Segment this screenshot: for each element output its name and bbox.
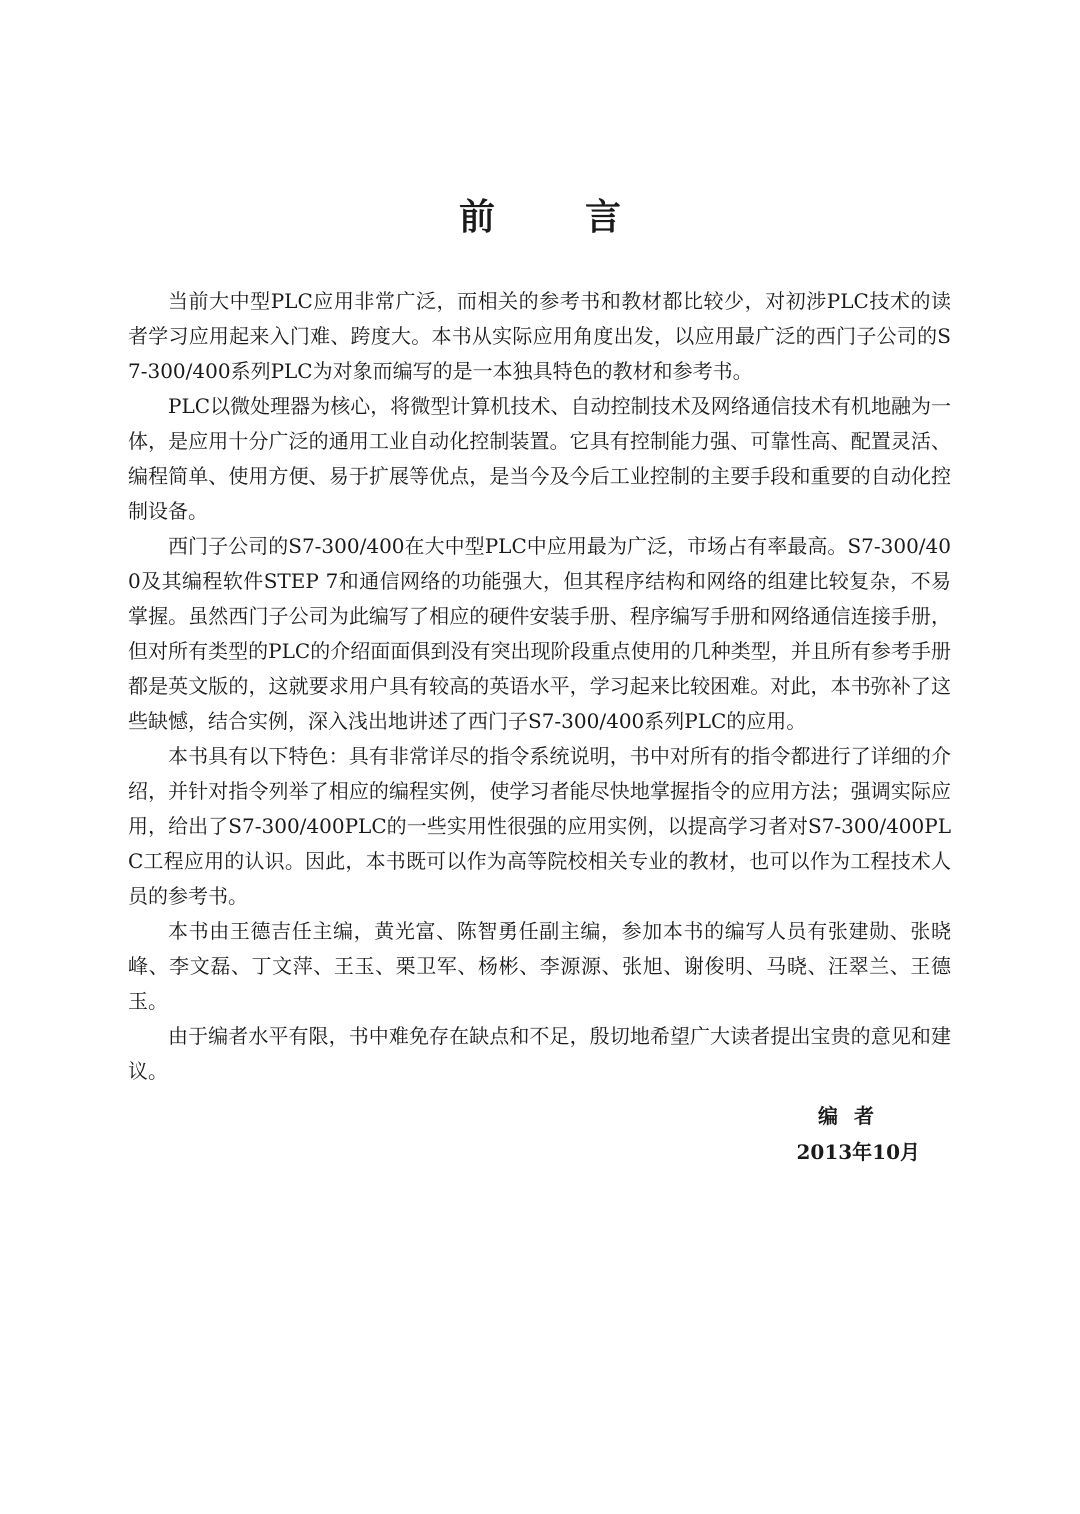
paragraph-6: 由于编者水平有限，书中难免存在缺点和不足，殷切地希望广大读者提出宝贵的意见和建议。 [128, 1024, 951, 1083]
signature-date: 2013年10月 [796, 1140, 920, 1164]
paragraph-2: PLC以微处理器为核心，将微型计算机技术、自动控制技术及网络通信技术有机地融为一体，是应用十分广泛的通用工业自动化控制装置。它具有控制能力强、可靠性高、配置灵活、编程简单、使用方便、易于扩展等优点，是当今及今后工业控制的主要手段和重要的自动化控制设备。 [128, 394, 951, 523]
preface-body [128, 284, 951, 1089]
paragraph-4: 本书具有以下特色：具有非常详尽的指令系统说明，书中对所有的指令都进行了详细的介绍，并针对指令列举了相应的编程实例，使学习者能尽快地掌握指令的应用方法；强调实际应用，给出了S7-300/400PLC的一些实用性很强的应用实例，以提高学习者对S7-300/400PLC工程应用的认识。因此，本书既可以作为高等院校相关专业的教材，也可以作为工程技术人员的参考书。 [128, 744, 951, 908]
page-title: 前言 [458, 196, 711, 238]
paragraph-5: 本书由王德吉任主编，黄光富、陈智勇任副主编，参加本书的编写人员有张建勋、张晓峰、李文磊、丁文萍、王玉、栗卫军、杨彬、李源源、张旭、谢俊明、马晓、汪翠兰、王德玉。 [128, 919, 951, 1013]
paragraph-1: 当前大中型PLC应用非常广泛，而相关的参考书和教材都比较少，对初涉PLC技术的读者学习应用起来入门难、跨度大。本书从实际应用角度出发，以应用最广泛的西门子公司的S7-300/400系列PLC为对象而编写的是一本独具特色的教材和参考书。 [128, 289, 951, 383]
signature-author: 编者 [818, 1104, 890, 1128]
paragraph-3: 西门子公司的S7-300/400在大中型PLC中应用最为广泛，市场占有率最高。S7-300/400及其编程软件STEP 7和通信网络的功能强大，但其程序结构和网络的组建比较复杂，不易掌握。虽然西门子公司为此编写了相应的硬件安装手册、程序编写手册和网络通信连接手册，但对所有类型的PLC的介绍面面俱到没有突出现阶段重点使用的几种类型，并且所有参考手册都是英文版的，这就要求用户具有较高的英语水平，学习起来比较困难。对此，本书弥补了这些缺憾，结合实例，深入浅出地讲述了西门子S7-300/400系列PLC的应用。 [128, 534, 951, 733]
signature-block [760, 1098, 920, 1170]
